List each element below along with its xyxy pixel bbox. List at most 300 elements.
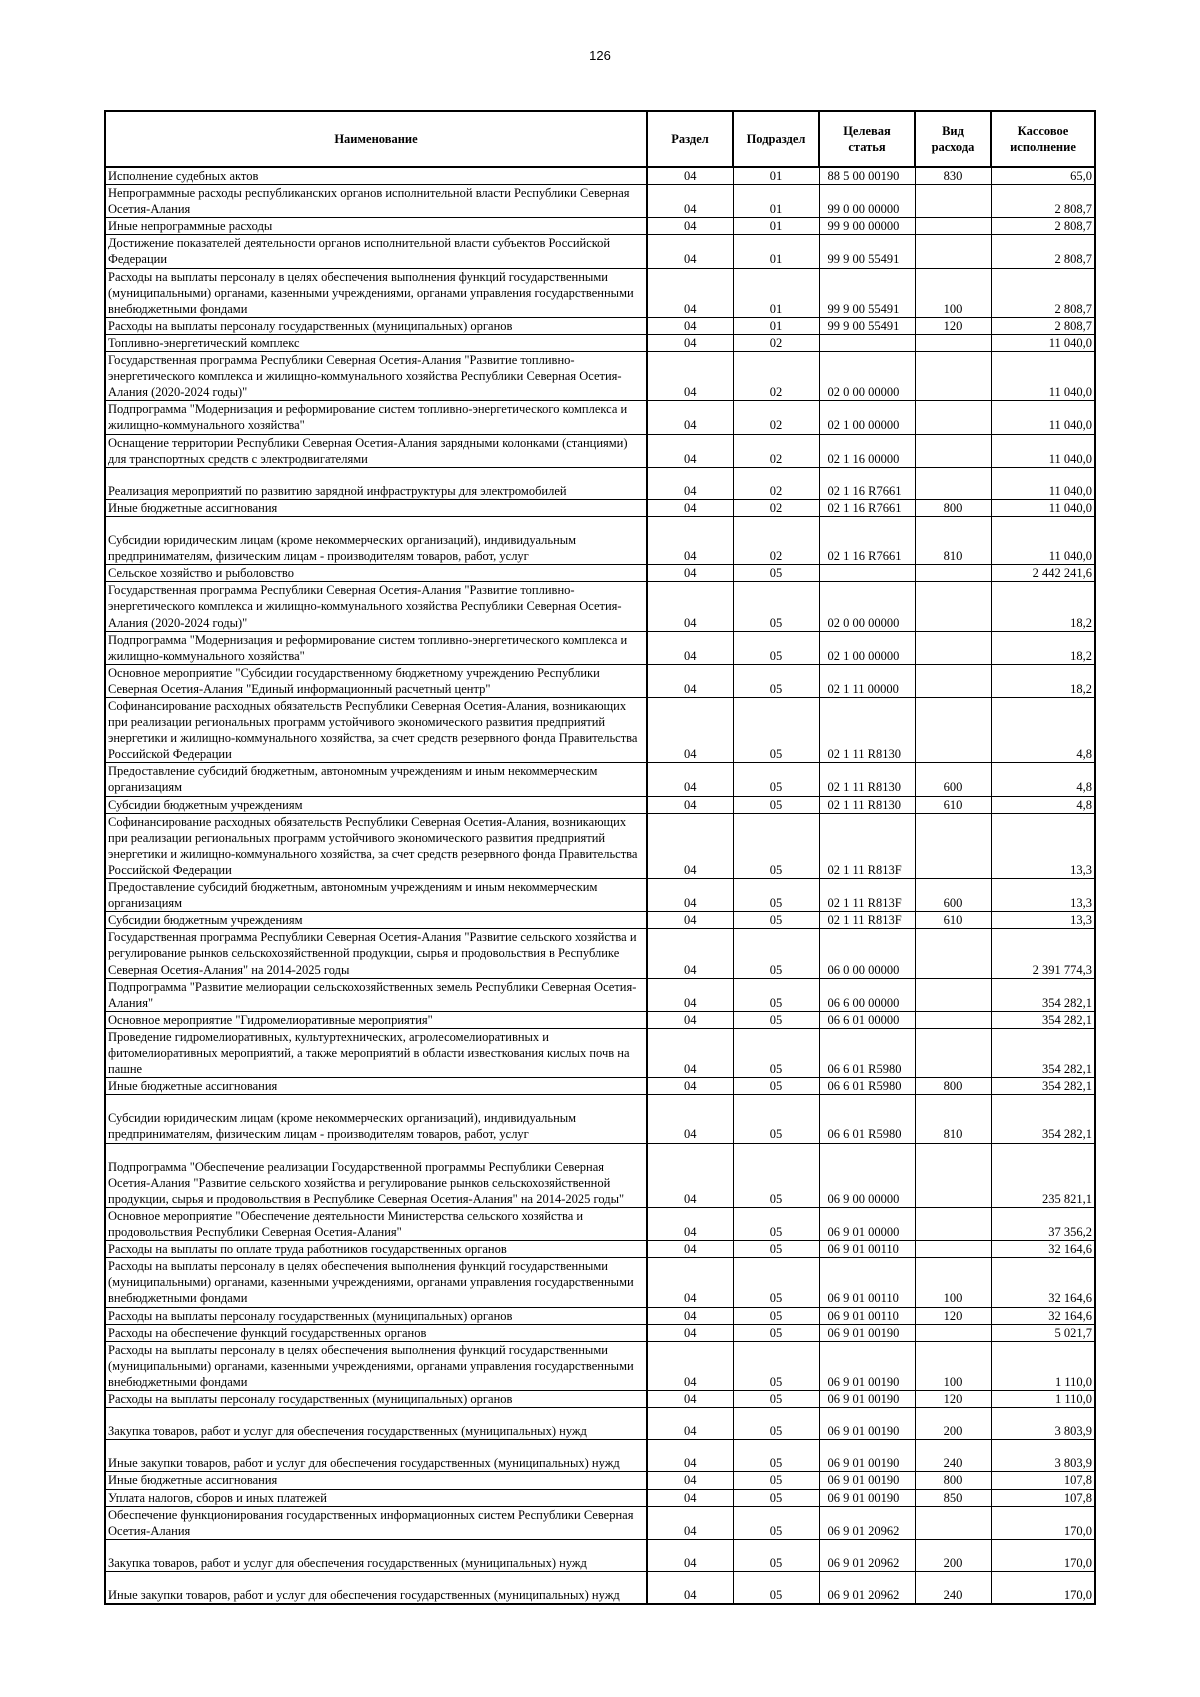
row-target-article: 02 1 11 R813F bbox=[819, 879, 915, 912]
row-name: Обеспечение функционирования государственных информационных систем Республики Северная Осетия-Алания bbox=[105, 1506, 647, 1539]
row-section: 04 bbox=[647, 1572, 733, 1604]
table-row bbox=[105, 978, 1095, 1011]
row-subsection: 01 bbox=[733, 235, 819, 268]
row-expense-type bbox=[915, 467, 991, 499]
table-row bbox=[105, 1390, 1095, 1407]
row-cash-execution: 170,0 bbox=[991, 1506, 1095, 1539]
row-section: 04 bbox=[647, 978, 733, 1011]
row-section: 04 bbox=[647, 1143, 733, 1207]
table-row bbox=[105, 1258, 1095, 1307]
row-expense-type: 120 bbox=[915, 1390, 991, 1407]
row-section: 04 bbox=[647, 929, 733, 978]
table-row bbox=[105, 1095, 1095, 1143]
row-target-article: 06 9 01 00190 bbox=[819, 1324, 915, 1341]
row-target-article bbox=[819, 334, 915, 351]
row-section: 04 bbox=[647, 467, 733, 499]
row-expense-type bbox=[915, 929, 991, 978]
table-row bbox=[105, 565, 1095, 582]
row-subsection: 05 bbox=[733, 929, 819, 978]
row-section: 04 bbox=[647, 352, 733, 401]
table-row bbox=[105, 516, 1095, 564]
row-target-article: 06 9 00 00000 bbox=[819, 1143, 915, 1207]
table-row bbox=[105, 1539, 1095, 1571]
table-row bbox=[105, 813, 1095, 878]
row-subsection: 05 bbox=[733, 1572, 819, 1604]
row-section: 04 bbox=[647, 401, 733, 434]
row-cash-execution: 107,8 bbox=[991, 1472, 1095, 1489]
row-section: 04 bbox=[647, 1390, 733, 1407]
row-name: Проведение гидромелиоративных, культуртехнических, агролесомелиоративных и фитомелиоративных мероприятий, а также мероприятий в области известкования кислых почв на пашне bbox=[105, 1028, 647, 1077]
row-expense-type: 120 bbox=[915, 1307, 991, 1324]
row-name: Непрограммные расходы республиканских органов исполнительной власти Республики Северная Осетия-Алания bbox=[105, 185, 647, 218]
row-target-article: 06 6 01 R5980 bbox=[819, 1028, 915, 1077]
row-cash-execution: 354 282,1 bbox=[991, 978, 1095, 1011]
row-cash-execution: 2 442 241,6 bbox=[991, 565, 1095, 582]
row-name: Субсидии бюджетным учреждениям bbox=[105, 912, 647, 929]
row-target-article: 06 9 01 00190 bbox=[819, 1440, 915, 1472]
header-subsection: Подраздел bbox=[733, 111, 819, 167]
row-expense-type bbox=[915, 698, 991, 763]
row-name: Исполнение судебных актов bbox=[105, 167, 647, 185]
row-target-article: 02 1 11 R813F bbox=[819, 912, 915, 929]
row-section: 04 bbox=[647, 235, 733, 268]
row-section: 04 bbox=[647, 1258, 733, 1307]
row-name: Иные непрограммные расходы bbox=[105, 218, 647, 235]
row-subsection: 05 bbox=[733, 1506, 819, 1539]
row-subsection: 01 bbox=[733, 268, 819, 317]
row-name: Иные закупки товаров, работ и услуг для обеспечения государственных (муниципальных) нужд bbox=[105, 1572, 647, 1604]
row-subsection: 05 bbox=[733, 879, 819, 912]
row-name: Топливно-энергетический комплекс bbox=[105, 334, 647, 351]
row-expense-type: 240 bbox=[915, 1572, 991, 1604]
row-subsection: 05 bbox=[733, 1390, 819, 1407]
table-row bbox=[105, 1408, 1095, 1440]
row-section: 04 bbox=[647, 1341, 733, 1390]
row-cash-execution: 2 808,7 bbox=[991, 268, 1095, 317]
row-subsection: 05 bbox=[733, 565, 819, 582]
row-target-article: 06 9 01 00190 bbox=[819, 1341, 915, 1390]
row-target-article: 06 6 00 00000 bbox=[819, 978, 915, 1011]
row-name: Софинансирование расходных обязательств Республики Северная Осетия-Алания, возникающих при реализации региональных программ устойчивого экономического развития предприятий энергетики и жилищно-коммунального хозяйства, за счет средств резервного фонда Правительства Российской Федерации bbox=[105, 698, 647, 763]
row-cash-execution: 18,2 bbox=[991, 631, 1095, 664]
table-row bbox=[105, 698, 1095, 763]
table-row bbox=[105, 235, 1095, 268]
row-target-article: 99 0 00 00000 bbox=[819, 185, 915, 218]
row-subsection: 05 bbox=[733, 631, 819, 664]
row-section: 04 bbox=[647, 912, 733, 929]
row-cash-execution: 13,3 bbox=[991, 813, 1095, 878]
row-expense-type bbox=[915, 1011, 991, 1028]
row-target-article: 99 9 00 55491 bbox=[819, 235, 915, 268]
row-name: Иные бюджетные ассигнования bbox=[105, 1078, 647, 1095]
header-cash-execution: Кассовое исполнение bbox=[991, 111, 1095, 167]
row-expense-type: 100 bbox=[915, 1258, 991, 1307]
table-row bbox=[105, 929, 1095, 978]
table-row bbox=[105, 912, 1095, 929]
row-section: 04 bbox=[647, 218, 733, 235]
table-row bbox=[105, 1440, 1095, 1472]
row-expense-type: 240 bbox=[915, 1440, 991, 1472]
table-row bbox=[105, 1472, 1095, 1489]
row-subsection: 05 bbox=[733, 1408, 819, 1440]
header-target-article: Целевая статья bbox=[819, 111, 915, 167]
row-name: Подпрограмма "Модернизация и реформирование систем топливно-энергетического комплекса и жилищно-коммунального хозяйства" bbox=[105, 631, 647, 664]
header-expense-type: Вид расхода bbox=[915, 111, 991, 167]
table-row bbox=[105, 1241, 1095, 1258]
row-name: Достижение показателей деятельности органов исполнительной власти субъектов Российской Федерации bbox=[105, 235, 647, 268]
row-subsection: 05 bbox=[733, 1095, 819, 1143]
row-section: 04 bbox=[647, 1506, 733, 1539]
row-name: Государственная программа Республики Северная Осетия-Алания "Развитие топливно-энергетического комплекса и жилищно-коммунального хозяйства Республики Северная Осетия-Алания (2020-2024 годы)" bbox=[105, 352, 647, 401]
row-cash-execution: 2 808,7 bbox=[991, 185, 1095, 218]
row-section: 04 bbox=[647, 334, 733, 351]
row-section: 04 bbox=[647, 499, 733, 516]
row-name: Субсидии бюджетным учреждениям bbox=[105, 796, 647, 813]
row-name: Подпрограмма "Развитие мелиорации сельскохозяйственных земель Республики Северная Осетия-Алания" bbox=[105, 978, 647, 1011]
row-target-article: 06 9 01 00110 bbox=[819, 1258, 915, 1307]
row-section: 04 bbox=[647, 1440, 733, 1472]
row-name: Расходы на выплаты персоналу государственных (муниципальных) органов bbox=[105, 1307, 647, 1324]
table-row bbox=[105, 1506, 1095, 1539]
row-name: Подпрограмма "Модернизация и реформирование систем топливно-энергетического комплекса и жилищно-коммунального хозяйства" bbox=[105, 401, 647, 434]
table-row bbox=[105, 1078, 1095, 1095]
row-subsection: 05 bbox=[733, 1307, 819, 1324]
row-expense-type bbox=[915, 1143, 991, 1207]
row-name: Расходы на выплаты персоналу в целях обеспечения выполнения функций государственными (муниципальными) органами, казенными учреждениями, органами управления государственными внебюджетными фондами bbox=[105, 1258, 647, 1307]
row-target-article: 02 1 00 00000 bbox=[819, 631, 915, 664]
row-subsection: 05 bbox=[733, 1078, 819, 1095]
table-row bbox=[105, 582, 1095, 631]
row-target-article: 88 5 00 00190 bbox=[819, 167, 915, 185]
row-name: Иные бюджетные ассигнования bbox=[105, 1472, 647, 1489]
row-subsection: 01 bbox=[733, 167, 819, 185]
row-expense-type bbox=[915, 401, 991, 434]
row-target-article: 06 9 01 00110 bbox=[819, 1307, 915, 1324]
row-target-article: 99 9 00 00000 bbox=[819, 218, 915, 235]
row-section: 04 bbox=[647, 1408, 733, 1440]
row-target-article: 02 1 11 R8130 bbox=[819, 763, 915, 796]
row-subsection: 05 bbox=[733, 912, 819, 929]
table-row bbox=[105, 1207, 1095, 1240]
row-target-article: 02 1 11 R8130 bbox=[819, 698, 915, 763]
row-target-article bbox=[819, 565, 915, 582]
row-name: Государственная программа Республики Северная Осетия-Алания "Развитие сельского хозяйства и регулирование рынков сельскохозяйственной продукции, сырья и продовольствия в Республике Северная Осетия-Алания" на 2014-2025 годы bbox=[105, 929, 647, 978]
row-subsection: 01 bbox=[733, 218, 819, 235]
row-expense-type: 100 bbox=[915, 1341, 991, 1390]
row-expense-type: 800 bbox=[915, 499, 991, 516]
row-subsection: 05 bbox=[733, 1341, 819, 1390]
row-expense-type: 120 bbox=[915, 317, 991, 334]
row-expense-type: 800 bbox=[915, 1472, 991, 1489]
row-name: Субсидии юридическим лицам (кроме некоммерческих организаций), индивидуальным предпринимателям, физическим лицам - производителям товаров, работ, услуг bbox=[105, 1095, 647, 1143]
row-cash-execution: 2 808,7 bbox=[991, 317, 1095, 334]
row-cash-execution: 4,8 bbox=[991, 796, 1095, 813]
row-expense-type: 850 bbox=[915, 1489, 991, 1506]
row-target-article: 99 9 00 55491 bbox=[819, 317, 915, 334]
row-target-article: 06 9 01 20962 bbox=[819, 1572, 915, 1604]
row-section: 04 bbox=[647, 1324, 733, 1341]
row-name: Основное мероприятие "Субсидии государственному бюджетному учреждению Республики Северная Осетия-Алания "Единый информационный расчетный центр" bbox=[105, 664, 647, 697]
table-row bbox=[105, 1489, 1095, 1506]
row-expense-type: 800 bbox=[915, 1078, 991, 1095]
row-name: Оснащение территории Республики Северная Осетия-Алания зарядными колонками (станциями) для транспортных средств с электродвигателями bbox=[105, 434, 647, 467]
table-row bbox=[105, 796, 1095, 813]
row-expense-type bbox=[915, 565, 991, 582]
row-section: 04 bbox=[647, 879, 733, 912]
table-row bbox=[105, 218, 1095, 235]
row-subsection: 01 bbox=[733, 317, 819, 334]
row-target-article: 02 1 11 00000 bbox=[819, 664, 915, 697]
row-cash-execution: 5 021,7 bbox=[991, 1324, 1095, 1341]
row-target-article: 06 9 01 00000 bbox=[819, 1207, 915, 1240]
row-name: Субсидии юридическим лицам (кроме некоммерческих организаций), индивидуальным предпринимателям, физическим лицам - производителям товаров, работ, услуг bbox=[105, 516, 647, 564]
table-row bbox=[105, 352, 1095, 401]
row-subsection: 05 bbox=[733, 796, 819, 813]
row-expense-type bbox=[915, 235, 991, 268]
row-target-article: 02 1 00 00000 bbox=[819, 401, 915, 434]
row-cash-execution: 11 040,0 bbox=[991, 499, 1095, 516]
row-target-article: 02 1 16 R7661 bbox=[819, 516, 915, 564]
row-subsection: 02 bbox=[733, 499, 819, 516]
header-name: Наименование bbox=[105, 111, 647, 167]
row-section: 04 bbox=[647, 698, 733, 763]
row-section: 04 bbox=[647, 1207, 733, 1240]
row-cash-execution: 13,3 bbox=[991, 879, 1095, 912]
row-subsection: 05 bbox=[733, 763, 819, 796]
row-subsection: 05 bbox=[733, 1258, 819, 1307]
row-section: 04 bbox=[647, 1011, 733, 1028]
row-target-article: 06 9 01 00190 bbox=[819, 1390, 915, 1407]
table-header-row bbox=[105, 111, 1095, 167]
row-cash-execution: 65,0 bbox=[991, 167, 1095, 185]
header-section: Раздел bbox=[647, 111, 733, 167]
row-section: 04 bbox=[647, 167, 733, 185]
row-cash-execution: 3 803,9 bbox=[991, 1440, 1095, 1472]
row-expense-type: 200 bbox=[915, 1408, 991, 1440]
row-name: Расходы на выплаты персоналу в целях обеспечения выполнения функций государственными (муниципальными) органами, казенными учреждениями, органами управления государственными внебюджетными фондами bbox=[105, 1341, 647, 1390]
table-row bbox=[105, 434, 1095, 467]
row-section: 04 bbox=[647, 582, 733, 631]
row-cash-execution: 2 391 774,3 bbox=[991, 929, 1095, 978]
row-subsection: 02 bbox=[733, 334, 819, 351]
row-expense-type: 610 bbox=[915, 912, 991, 929]
row-subsection: 02 bbox=[733, 401, 819, 434]
row-name: Расходы на обеспечение функций государственных органов bbox=[105, 1324, 647, 1341]
row-subsection: 05 bbox=[733, 1489, 819, 1506]
table-row bbox=[105, 1028, 1095, 1077]
row-subsection: 05 bbox=[733, 1472, 819, 1489]
row-cash-execution: 3 803,9 bbox=[991, 1408, 1095, 1440]
row-name: Государственная программа Республики Северная Осетия-Алания "Развитие топливно-энергетического комплекса и жилищно-коммунального хозяйства Республики Северная Осетия-Алания (2020-2024 годы)" bbox=[105, 582, 647, 631]
row-subsection: 05 bbox=[733, 582, 819, 631]
table-row bbox=[105, 1572, 1095, 1604]
row-target-article: 06 9 01 00190 bbox=[819, 1472, 915, 1489]
row-subsection: 05 bbox=[733, 1440, 819, 1472]
row-expense-type bbox=[915, 582, 991, 631]
table-body bbox=[105, 167, 1095, 1604]
table-row bbox=[105, 401, 1095, 434]
row-cash-execution: 11 040,0 bbox=[991, 352, 1095, 401]
row-expense-type bbox=[915, 185, 991, 218]
row-subsection: 01 bbox=[733, 185, 819, 218]
row-section: 04 bbox=[647, 813, 733, 878]
row-name: Предоставление субсидий бюджетным, автономным учреждениям и иным некоммерческим организациям bbox=[105, 879, 647, 912]
table-row bbox=[105, 1341, 1095, 1390]
row-expense-type: 600 bbox=[915, 763, 991, 796]
table-row bbox=[105, 185, 1095, 218]
page-number: 126 bbox=[589, 48, 611, 63]
row-target-article: 06 6 01 R5980 bbox=[819, 1078, 915, 1095]
row-subsection: 05 bbox=[733, 1011, 819, 1028]
row-expense-type bbox=[915, 1324, 991, 1341]
row-name: Основное мероприятие "Обеспечение деятельности Министерства сельского хозяйства и продовольствия Республики Северная Осетия-Алания" bbox=[105, 1207, 647, 1240]
row-name: Расходы на выплаты по оплате труда работников государственных органов bbox=[105, 1241, 647, 1258]
table-row bbox=[105, 268, 1095, 317]
table-row bbox=[105, 317, 1095, 334]
row-section: 04 bbox=[647, 434, 733, 467]
row-expense-type bbox=[915, 1506, 991, 1539]
row-cash-execution: 11 040,0 bbox=[991, 434, 1095, 467]
row-section: 04 bbox=[647, 317, 733, 334]
row-name: Иные закупки товаров, работ и услуг для обеспечения государственных (муниципальных) нужд bbox=[105, 1440, 647, 1472]
row-name: Основное мероприятие "Гидромелиоративные мероприятия" bbox=[105, 1011, 647, 1028]
row-subsection: 05 bbox=[733, 698, 819, 763]
row-expense-type: 810 bbox=[915, 516, 991, 564]
row-cash-execution: 1 110,0 bbox=[991, 1341, 1095, 1390]
row-cash-execution: 354 282,1 bbox=[991, 1095, 1095, 1143]
row-cash-execution: 32 164,6 bbox=[991, 1307, 1095, 1324]
table-row bbox=[105, 499, 1095, 516]
row-section: 04 bbox=[647, 1241, 733, 1258]
row-cash-execution: 235 821,1 bbox=[991, 1143, 1095, 1207]
table-row bbox=[105, 334, 1095, 351]
row-target-article: 06 9 01 20962 bbox=[819, 1506, 915, 1539]
row-name: Подпрограмма "Обеспечение реализации Государственной программы Республики Северная Осетия-Алания "Развитие сельского хозяйства и регулирование рынков сельскохозяйственной продукции, сырья и продовольствия в Республике Северная Осетия-Алания" на 2014-2025 годы" bbox=[105, 1143, 647, 1207]
row-target-article: 02 1 11 R813F bbox=[819, 813, 915, 878]
row-cash-execution: 11 040,0 bbox=[991, 334, 1095, 351]
row-subsection: 05 bbox=[733, 1028, 819, 1077]
table-row bbox=[105, 467, 1095, 499]
row-target-article: 99 9 00 55491 bbox=[819, 268, 915, 317]
table-row bbox=[105, 664, 1095, 697]
row-section: 04 bbox=[647, 796, 733, 813]
row-cash-execution: 354 282,1 bbox=[991, 1078, 1095, 1095]
row-subsection: 05 bbox=[733, 664, 819, 697]
row-subsection: 05 bbox=[733, 1324, 819, 1341]
table-row bbox=[105, 1143, 1095, 1207]
row-subsection: 02 bbox=[733, 434, 819, 467]
row-target-article: 06 6 01 00000 bbox=[819, 1011, 915, 1028]
row-target-article: 02 0 00 00000 bbox=[819, 582, 915, 631]
row-expense-type bbox=[915, 1207, 991, 1240]
table-row bbox=[105, 1324, 1095, 1341]
row-target-article: 06 6 01 R5980 bbox=[819, 1095, 915, 1143]
row-name: Сельское хозяйство и рыболовство bbox=[105, 565, 647, 582]
row-expense-type bbox=[915, 1241, 991, 1258]
row-cash-execution: 170,0 bbox=[991, 1539, 1095, 1571]
row-name: Реализация мероприятий по развитию зарядной инфраструктуры для электромобилей bbox=[105, 467, 647, 499]
row-cash-execution: 107,8 bbox=[991, 1489, 1095, 1506]
row-target-article: 06 9 01 00190 bbox=[819, 1408, 915, 1440]
row-section: 04 bbox=[647, 185, 733, 218]
row-subsection: 05 bbox=[733, 978, 819, 1011]
row-cash-execution: 11 040,0 bbox=[991, 516, 1095, 564]
row-subsection: 05 bbox=[733, 1241, 819, 1258]
row-cash-execution: 354 282,1 bbox=[991, 1028, 1095, 1077]
row-section: 04 bbox=[647, 1078, 733, 1095]
row-section: 04 bbox=[647, 664, 733, 697]
table-row bbox=[105, 1307, 1095, 1324]
row-target-article: 02 1 16 R7661 bbox=[819, 467, 915, 499]
row-target-article: 02 0 00 00000 bbox=[819, 352, 915, 401]
row-section: 04 bbox=[647, 763, 733, 796]
row-subsection: 02 bbox=[733, 352, 819, 401]
row-subsection: 05 bbox=[733, 1539, 819, 1571]
row-section: 04 bbox=[647, 565, 733, 582]
row-expense-type: 830 bbox=[915, 167, 991, 185]
row-target-article: 02 1 16 R7661 bbox=[819, 499, 915, 516]
row-subsection: 02 bbox=[733, 516, 819, 564]
row-name: Расходы на выплаты персоналу государственных (муниципальных) органов bbox=[105, 317, 647, 334]
row-cash-execution: 18,2 bbox=[991, 664, 1095, 697]
row-subsection: 05 bbox=[733, 813, 819, 878]
row-cash-execution: 4,8 bbox=[991, 763, 1095, 796]
row-target-article: 02 1 16 00000 bbox=[819, 434, 915, 467]
row-name: Расходы на выплаты персоналу в целях обеспечения выполнения функций государственными (муниципальными) органами, казенными учреждениями, органами управления государственными внебюджетными фондами bbox=[105, 268, 647, 317]
row-expense-type: 610 bbox=[915, 796, 991, 813]
row-name: Софинансирование расходных обязательств Республики Северная Осетия-Алания, возникающих при реализации региональных программ устойчивого экономического развития предприятий энергетики и жилищно-коммунального хозяйства, за счет средств резервного фонда Правительства Российской Федерации bbox=[105, 813, 647, 878]
row-subsection: 02 bbox=[733, 467, 819, 499]
row-expense-type: 100 bbox=[915, 268, 991, 317]
row-cash-execution: 354 282,1 bbox=[991, 1011, 1095, 1028]
row-expense-type bbox=[915, 664, 991, 697]
table-row bbox=[105, 1011, 1095, 1028]
row-expense-type bbox=[915, 352, 991, 401]
budget-execution-table bbox=[104, 110, 1096, 1605]
row-section: 04 bbox=[647, 1539, 733, 1571]
row-target-article: 06 9 01 00190 bbox=[819, 1489, 915, 1506]
row-target-article: 06 9 01 20962 bbox=[819, 1539, 915, 1571]
row-section: 04 bbox=[647, 1028, 733, 1077]
row-name: Расходы на выплаты персоналу государственных (муниципальных) органов bbox=[105, 1390, 647, 1407]
row-expense-type bbox=[915, 434, 991, 467]
row-cash-execution: 4,8 bbox=[991, 698, 1095, 763]
row-cash-execution: 32 164,6 bbox=[991, 1258, 1095, 1307]
row-cash-execution: 1 110,0 bbox=[991, 1390, 1095, 1407]
row-cash-execution: 11 040,0 bbox=[991, 467, 1095, 499]
row-expense-type bbox=[915, 334, 991, 351]
row-expense-type: 810 bbox=[915, 1095, 991, 1143]
table-row bbox=[105, 763, 1095, 796]
table-row bbox=[105, 167, 1095, 185]
row-target-article: 02 1 11 R8130 bbox=[819, 796, 915, 813]
row-expense-type bbox=[915, 813, 991, 878]
row-name: Закупка товаров, работ и услуг для обеспечения государственных (муниципальных) нужд bbox=[105, 1408, 647, 1440]
row-subsection: 05 bbox=[733, 1207, 819, 1240]
row-cash-execution: 2 808,7 bbox=[991, 218, 1095, 235]
row-section: 04 bbox=[647, 516, 733, 564]
row-cash-execution: 170,0 bbox=[991, 1572, 1095, 1604]
row-subsection: 05 bbox=[733, 1143, 819, 1207]
row-expense-type bbox=[915, 978, 991, 1011]
row-expense-type: 200 bbox=[915, 1539, 991, 1571]
row-section: 04 bbox=[647, 631, 733, 664]
row-name: Предоставление субсидий бюджетным, автономным учреждениям и иным некоммерческим организациям bbox=[105, 763, 647, 796]
row-target-article: 06 9 01 00110 bbox=[819, 1241, 915, 1258]
row-expense-type: 600 bbox=[915, 879, 991, 912]
row-cash-execution: 32 164,6 bbox=[991, 1241, 1095, 1258]
row-cash-execution: 11 040,0 bbox=[991, 401, 1095, 434]
